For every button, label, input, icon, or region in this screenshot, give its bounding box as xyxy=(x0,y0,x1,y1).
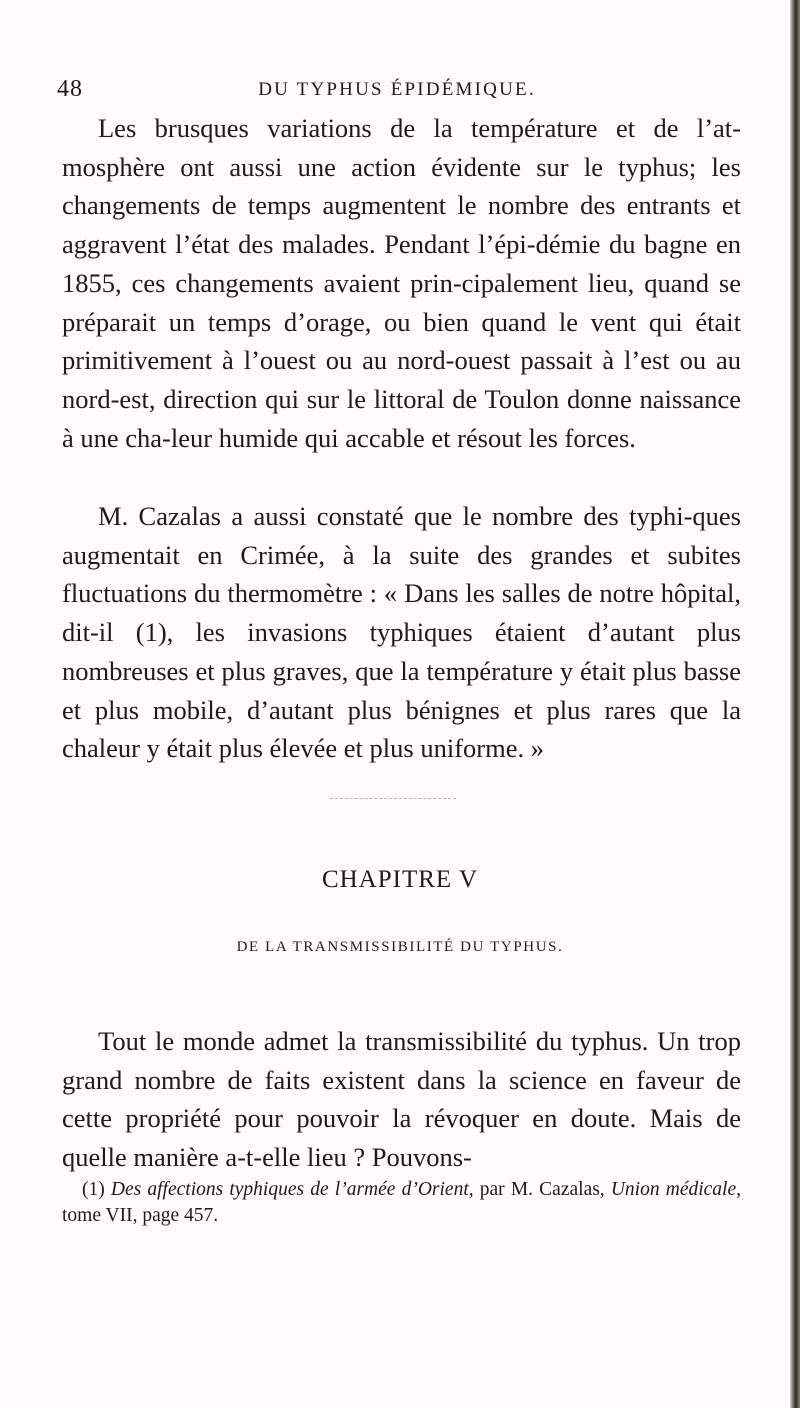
section-divider xyxy=(330,798,456,799)
body-paragraph: Les brusques variations de la température et de l’at-mosphère ont aussi une action évidente sur le typhus; les changements de temps augmentent le nombre des entrants et aggravent l’état des malades. Pendant l’épi-démie du bagne en 1855, ces changements avaient prin-cipalement lieu, quand se préparait un temps d’orage, ou bien quand le vent qui était primitivement à l’ouest ou au nord-ouest passait à l’est ou au nord-est, direction qui sur le littoral de Toulon donne naissance à une cha-leur humide qui accable et résout les forces. xyxy=(62,113,741,453)
footnote xyxy=(62,1177,741,1229)
footnote-marker: (1) xyxy=(82,1179,105,1200)
running-title: DU TYPHUS ÉPIDÉMIQUE. xyxy=(258,79,536,100)
footnote-work-title: Des affections typhiques de l’armée d’Orient, xyxy=(110,1179,474,1200)
footnote-reference: tome VII, page 457. xyxy=(62,1205,219,1226)
page-number: 48 xyxy=(57,76,83,102)
body-paragraph: M. Cazalas a aussi constaté que le nombre des typhi-ques augmentait en Crimée, à la suite des grandes et subites fluctuations du thermomètre : « Dans les salles de notre hôpital, dit-il (1), les invasions typhiques étaient d’autant plus nombreuses et plus graves, que la température y était plus basse et plus mobile, d’autant plus bénignes et plus rares que la chaleur y était plus élevée et plus uniforme. » xyxy=(62,501,741,764)
page-binding-edge xyxy=(790,0,800,1408)
chapter-subtitle: DE LA TRANSMISSIBILITÉ DU TYPHUS. xyxy=(236,939,564,955)
chapter-title: CHAPITRE V xyxy=(321,866,479,893)
footnote-journal: Union médicale, xyxy=(610,1179,742,1200)
chapter-paragraph: Tout le monde admet la transmissibilité du typhus. Un trop grand nombre de faits existent dans la science en faveur de cette propriété pour pouvoir la révoquer en doute. Mais de quelle manière a-t-elle lieu ? Pouvons- xyxy=(62,1026,741,1173)
footnote-author: par M. Cazalas, xyxy=(479,1179,605,1200)
page-header xyxy=(57,76,737,112)
